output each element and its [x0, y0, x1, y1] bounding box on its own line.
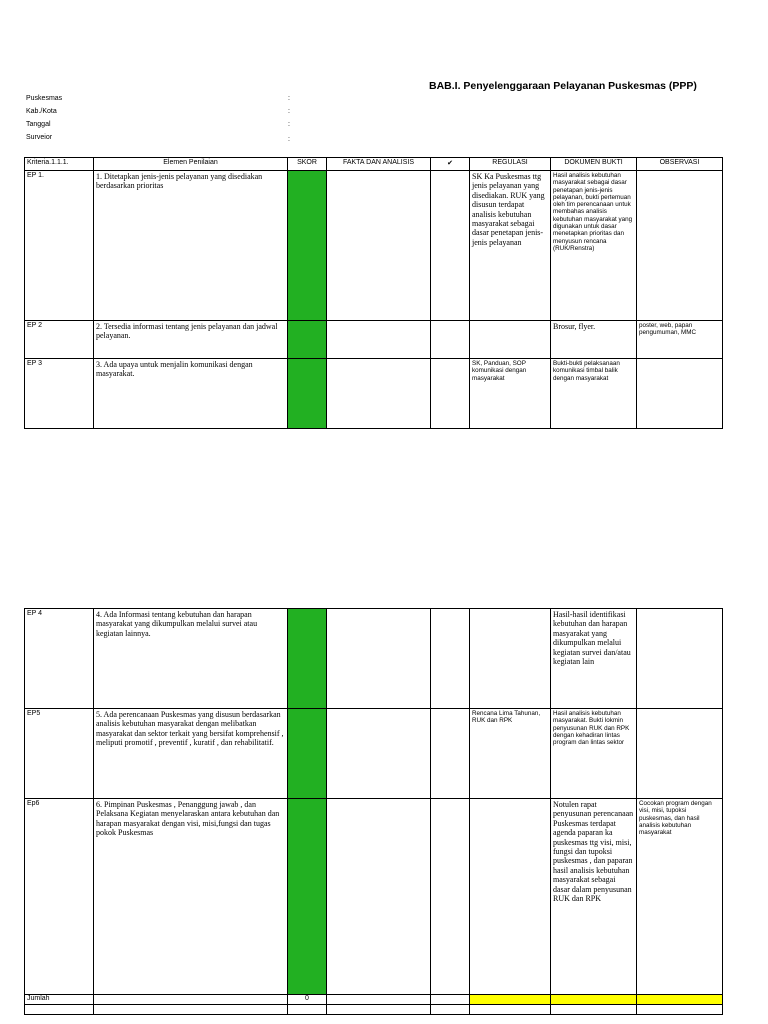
meta-colon: :	[288, 121, 290, 128]
skor-cell[interactable]	[288, 799, 327, 995]
check-cell[interactable]	[431, 799, 470, 995]
table-row	[25, 709, 723, 799]
skor-cell[interactable]	[288, 321, 327, 359]
check-cell[interactable]	[431, 609, 470, 709]
meta-colon: :	[288, 108, 290, 115]
header-observasi: OBSERVASI	[637, 158, 723, 171]
empty-cell	[470, 1005, 551, 1015]
page-title: BAB.I. Penyelenggaraan Pelayanan Puskesmas (PPP)	[429, 80, 697, 92]
empty-cell	[94, 1005, 288, 1015]
meta-colon: :	[288, 136, 290, 143]
table-row	[25, 321, 723, 359]
skor-cell[interactable]	[288, 171, 327, 321]
jumlah-label: Jumlah	[25, 995, 94, 1005]
header-check: ✔	[431, 158, 470, 171]
fakta-cell[interactable]	[327, 709, 431, 799]
meta-label-kabkota: Kab./Kota	[26, 108, 57, 115]
regulasi-cell: SK Ka Puskesmas ttg jenis pelayanan yang disediakan. RUK yang disusun terdapat analisis kebutuhan masyarakat sebagai dasar penetapan jenis-jenis pelayanan	[470, 171, 551, 321]
jumlah-check	[431, 995, 470, 1005]
dokumen-cell: Hasil analisis kebutuhan masyarakat. Bukti lokmin penyusunan RUK dan RPK dengan kehadiran lintas program dan lintas sektor	[551, 709, 637, 799]
table-row	[25, 171, 723, 321]
observasi-cell	[637, 609, 723, 709]
assessment-table-1	[24, 157, 723, 429]
regulasi-cell	[470, 609, 551, 709]
observasi-cell: Cocokan program dengan visi, misi, tupoksi puskesmas, dan hasil analisis kebutuhan masyarakat	[637, 799, 723, 995]
empty-cell	[637, 1005, 723, 1015]
dokumen-cell: Brosur, flyer.	[551, 321, 637, 359]
elemen-cell: 4. Ada Informasi tentang kebutuhan dan harapan masyarakat yang dikumpulkan melalui survei atau kegiatan lainnya.	[94, 609, 288, 709]
fakta-cell[interactable]	[327, 359, 431, 429]
fakta-cell[interactable]	[327, 171, 431, 321]
observasi-cell: poster, web, papan pengumuman, MMC	[637, 321, 723, 359]
dokumen-cell: Hasil analisis kebutuhan masyarakat sebagai dasar penetapan jenis-jenis pelayanan, bukti pertemuan oleh tim perencanaan untuk membahas analisis kebutuhan masyarakat yang digunakan untuk dasar menetapkan prioritas dan menyusun rencana (RUK/Renstra)	[551, 171, 637, 321]
header-regulasi: REGULASI	[470, 158, 551, 171]
empty-cell	[551, 1005, 637, 1015]
ep-label: EP 4	[25, 609, 94, 709]
observasi-cell	[637, 171, 723, 321]
header-skor: SKOR	[288, 158, 327, 171]
header-kriteria: Kriteria.1.1.1.	[25, 158, 94, 171]
meta-label-surveior: Surveior	[26, 134, 53, 141]
elemen-cell: 3. Ada upaya untuk menjalin komunikasi dengan masyarakat.	[94, 359, 288, 429]
elemen-cell: 1. Ditetapkan jenis-jenis pelayanan yang disediakan berdasarkan prioritas	[94, 171, 288, 321]
assessment-table-2	[24, 608, 723, 1015]
table-row	[25, 609, 723, 709]
header-elemen: Elemen Penilaian	[94, 158, 288, 171]
regulasi-cell	[470, 799, 551, 995]
regulasi-cell: Rencana Lima Tahunan, RUK dan RPK	[470, 709, 551, 799]
dokumen-cell: Bukti-bukti pelaksanaan komunikasi timbal balik dengan masyarakat	[551, 359, 637, 429]
empty-cell	[327, 1005, 431, 1015]
jumlah-fakta	[327, 995, 431, 1005]
header-dokumen: DOKUMEN BUKTI	[551, 158, 637, 171]
regulasi-cell	[470, 321, 551, 359]
check-cell[interactable]	[431, 171, 470, 321]
jumlah-row	[25, 995, 723, 1005]
jumlah-empty	[94, 995, 288, 1005]
fakta-cell[interactable]	[327, 321, 431, 359]
elemen-cell: 5. Ada perencanaan Puskesmas yang disusun berdasarkan analisis kebutuhan masyarakat dengan melibatkan masyarakat dan sektor terkait yang bersifat komprehensif , meliputi promotif , preventif , kuratif , dan rehabilitatif.	[94, 709, 288, 799]
dokumen-cell: Hasil-hasil identifikasi kebutuhan dan harapan masyarakat yang dikumpulkan melalui kegiatan survei dan/atau kegiatan lain	[551, 609, 637, 709]
elemen-cell: 6. Pimpinan Puskesmas , Penanggung jawab , dan Pelaksana Kegiatan menyelaraskan antara kebutuhan dan harapan masyarakat dengan visi, misi,fungsi dan tugas pokok Puskesmas	[94, 799, 288, 995]
observasi-cell	[637, 359, 723, 429]
check-cell[interactable]	[431, 321, 470, 359]
skor-cell[interactable]	[288, 709, 327, 799]
table-row	[25, 799, 723, 995]
header-fakta: FAKTA DAN ANALISIS	[327, 158, 431, 171]
ep-label: Ep6	[25, 799, 94, 995]
empty-cell	[25, 1005, 94, 1015]
regulasi-cell: SK, Panduan, SOP komunikasi dengan masyarakat	[470, 359, 551, 429]
fakta-cell[interactable]	[327, 799, 431, 995]
jumlah-highlight-dokumen	[551, 995, 637, 1005]
table-header-row	[25, 158, 723, 171]
meta-colon: :	[288, 95, 290, 102]
dokumen-cell: Notulen rapat penyusunan perencanaan Puskesmas terdapat agenda paparan ka puskesmas ttg visi, misi, fungsi dan tupoksi puskesmas , dan paparan hasil analisis kebutuhan masyarakat sebagai dasar dalam penyusunan RUK dan RPK	[551, 799, 637, 995]
empty-cell	[431, 1005, 470, 1015]
skor-cell[interactable]	[288, 609, 327, 709]
ep-label: EP5	[25, 709, 94, 799]
ep-label: EP 1.	[25, 171, 94, 321]
observasi-cell	[637, 709, 723, 799]
ep-label: EP 3	[25, 359, 94, 429]
jumlah-skor: 0	[288, 995, 327, 1005]
jumlah-highlight-regulasi	[470, 995, 551, 1005]
ep-label: EP 2	[25, 321, 94, 359]
meta-label-tanggal: Tanggal	[26, 121, 51, 128]
jumlah-highlight-observasi	[637, 995, 723, 1005]
check-cell[interactable]	[431, 359, 470, 429]
empty-cell	[288, 1005, 327, 1015]
fakta-cell[interactable]	[327, 609, 431, 709]
check-cell[interactable]	[431, 709, 470, 799]
skor-cell[interactable]	[288, 359, 327, 429]
meta-label-puskesmas: Puskesmas	[26, 95, 63, 102]
elemen-cell: 2. Tersedia informasi tentang jenis pelayanan dan jadwal pelayanan.	[94, 321, 288, 359]
table-row	[25, 359, 723, 429]
table-row	[25, 1005, 723, 1015]
